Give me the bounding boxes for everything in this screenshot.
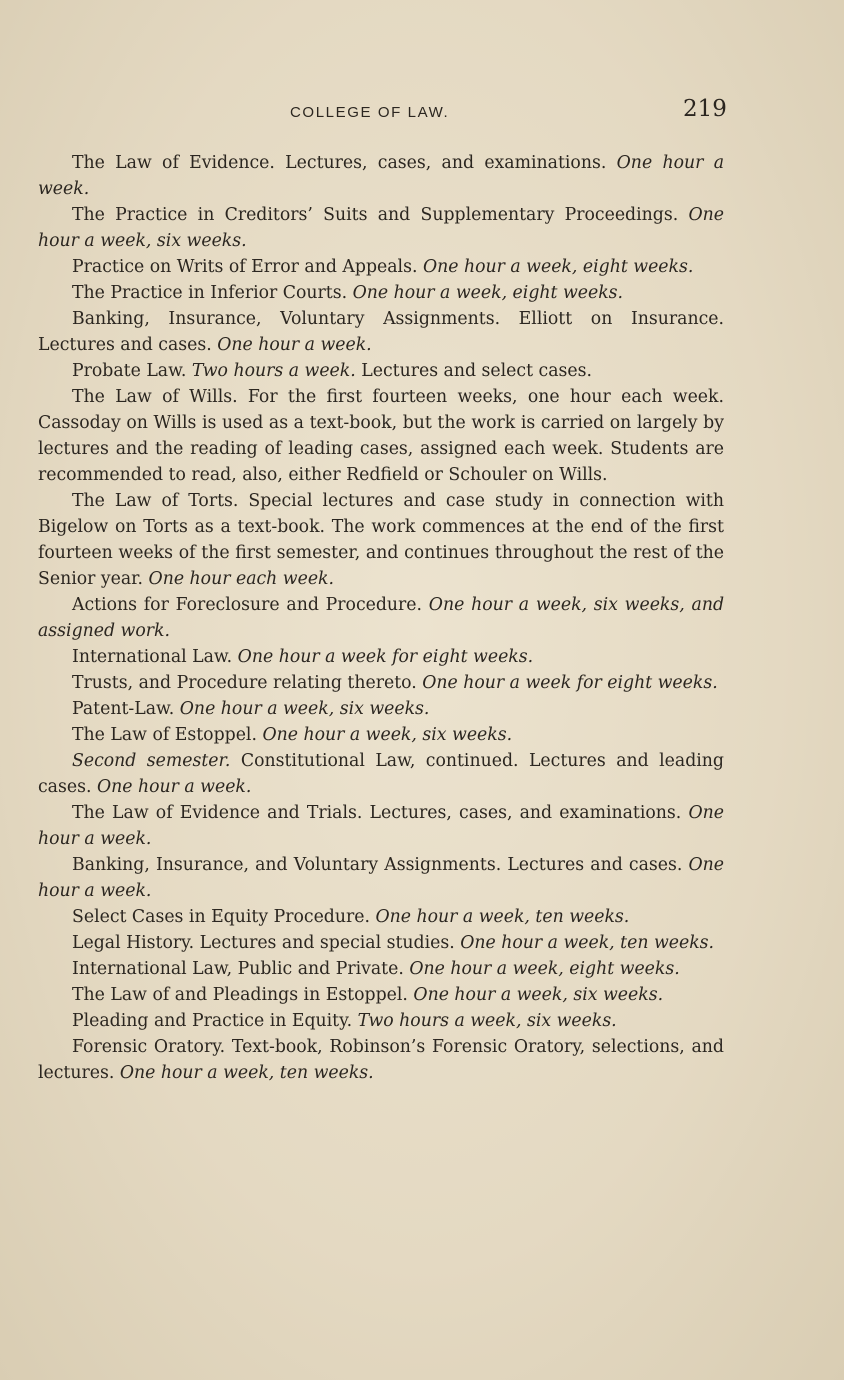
course-list xyxy=(38,150,724,1086)
course-description: Practice on Writs of Error and Appeals. xyxy=(72,257,418,277)
course-description: The Law of Estoppel. xyxy=(72,725,257,745)
course-schedule: One hour a week. xyxy=(38,153,724,199)
course-schedule: One hour a week, six weeks. xyxy=(262,725,513,745)
course-entry xyxy=(38,202,724,254)
course-schedule: One hour a week for eight weeks. xyxy=(237,647,534,667)
running-title: COLLEGE OF LAW. xyxy=(290,104,450,121)
course-schedule: One hour a week. xyxy=(217,335,372,355)
course-entry xyxy=(38,306,724,358)
course-description: Pleading and Practice in Equity. xyxy=(72,1011,353,1031)
course-description: Actions for Foreclosure and Procedure. xyxy=(72,595,423,615)
course-entry xyxy=(38,930,724,956)
course-schedule: One hour a week, six weeks. xyxy=(413,985,664,1005)
course-description: Constitutional Law, continued. Lectures and leading cases. xyxy=(38,751,724,797)
course-entry xyxy=(38,696,724,722)
course-schedule: One hour a week, eight weeks. xyxy=(352,283,624,303)
running-head xyxy=(0,96,844,130)
page-number: 219 xyxy=(683,96,727,122)
course-entry xyxy=(38,254,724,280)
course-entry xyxy=(38,722,724,748)
semester-heading: Second semester. xyxy=(72,751,231,771)
course-description: Forensic Oratory. Text-book, Robinson’s Forensic Oratory, selections, and lectures. xyxy=(38,1037,724,1083)
course-entry xyxy=(38,488,724,592)
course-description: Patent-Law. xyxy=(72,699,175,719)
course-description: Banking, Insurance, and Voluntary Assignments. Lectures and cases. xyxy=(72,855,683,875)
course-schedule: One hour a week, six weeks, and assigned work. xyxy=(38,595,725,641)
course-entry xyxy=(38,852,724,904)
course-entry xyxy=(38,644,724,670)
course-schedule: Two hours a week, six weeks. xyxy=(357,1011,617,1031)
course-description: The Law of Torts. Special lectures and case study in connection with Bigelow on Torts as a text-book. The work commences at the end of the first fourteen weeks of the first semester, and continues throughout the rest of the Senior year. xyxy=(38,491,724,589)
course-schedule: One hour each week. xyxy=(148,569,335,589)
course-entry xyxy=(38,1034,724,1086)
course-schedule: One hour a week, eight weeks. xyxy=(422,257,694,277)
course-description: The Practice in Creditors’ Suits and Supplementary Proceedings. xyxy=(72,205,679,225)
course-description: The Law of Evidence and Trials. Lectures, cases, and examinations. xyxy=(72,803,682,823)
course-entry xyxy=(38,904,724,930)
course-schedule: One hour a week. xyxy=(38,855,724,901)
course-description: Trusts, and Procedure relating thereto. xyxy=(72,673,417,693)
course-description: Legal History. Lectures and special studies. xyxy=(72,933,455,953)
course-schedule: One hour a week, six weeks. xyxy=(179,699,430,719)
course-entry xyxy=(38,358,724,384)
course-schedule: One hour a week, six weeks. xyxy=(38,205,724,251)
course-description: The Law of and Pleadings in Estoppel. xyxy=(72,985,408,1005)
course-schedule: Two hours a week. xyxy=(191,361,356,381)
course-entry xyxy=(38,670,724,696)
course-description: The Practice in Inferior Courts. xyxy=(72,283,348,303)
course-description: The Law of Wills. For the first fourteen weeks, one hour each week. Cassoday on Wills is used as a text-book, but the work is carried on largely by lectures and the reading of leading cases, assigned each week. Students are recommended to read, also, either Redfield or Schouler on Wills. xyxy=(38,387,724,485)
course-entry xyxy=(38,956,724,982)
course-schedule: One hour a week, ten weeks. xyxy=(460,933,715,953)
course-description: International Law. xyxy=(72,647,233,667)
course-detail: Lectures and select cases. xyxy=(361,361,592,381)
course-entry xyxy=(38,800,724,852)
course-schedule: One hour a week, ten weeks. xyxy=(119,1063,374,1083)
course-schedule: One hour a week for eight weeks. xyxy=(422,673,718,693)
course-description: The Law of Evidence. Lectures, cases, and examinations. xyxy=(72,153,607,173)
course-entry xyxy=(38,748,724,800)
course-schedule: One hour a week. xyxy=(38,803,725,849)
course-entry xyxy=(38,280,724,306)
course-description: Probate Law. xyxy=(72,361,187,381)
course-entry xyxy=(38,982,724,1008)
course-description: Select Cases in Equity Procedure. xyxy=(72,907,370,927)
course-description: Banking, Insurance, Voluntary Assignments. Elliott on Insurance. Lectures and cases. xyxy=(38,309,724,355)
course-schedule: One hour a week, eight weeks. xyxy=(409,959,680,979)
course-description: International Law, Public and Private. xyxy=(72,959,404,979)
course-schedule: One hour a week, ten weeks. xyxy=(375,907,630,927)
course-entry xyxy=(38,592,724,644)
course-schedule: One hour a week. xyxy=(96,777,252,797)
course-entry xyxy=(38,150,724,202)
course-entry xyxy=(38,384,724,488)
course-entry xyxy=(38,1008,724,1034)
